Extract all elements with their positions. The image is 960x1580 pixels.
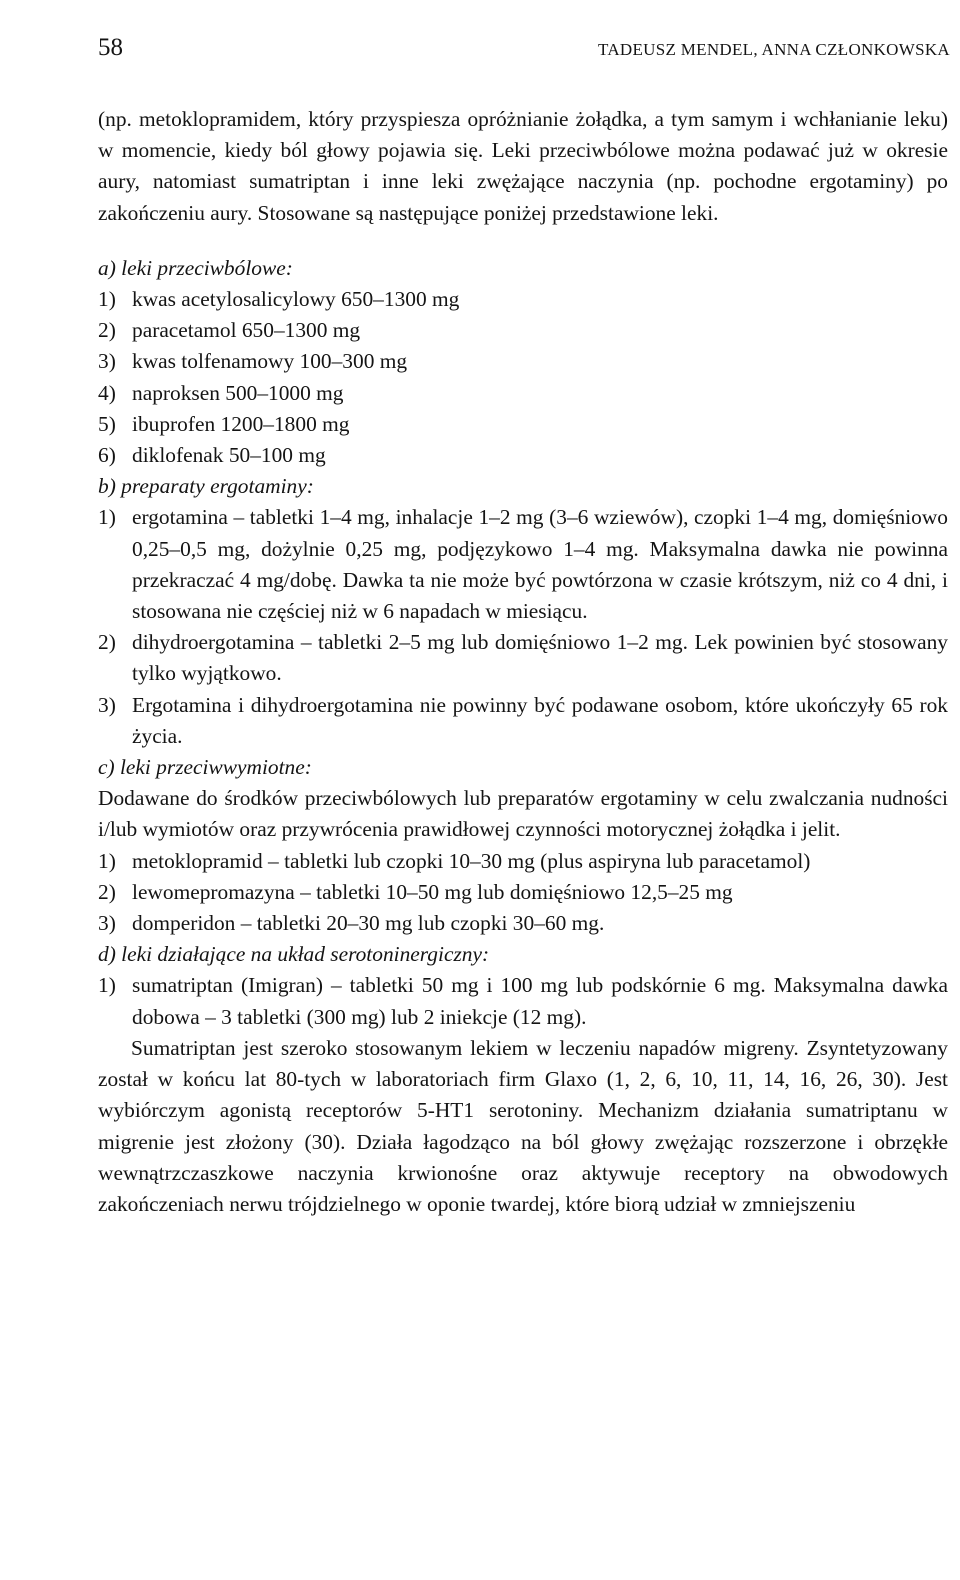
list-item — [98, 908, 948, 939]
page-number: 58 — [98, 34, 123, 61]
section-b-list — [98, 502, 948, 752]
item-text: metoklopramid – tabletki lub czopki 10–30 mg (plus aspiryna lub paracetamol) — [132, 848, 811, 873]
list-item — [98, 284, 948, 315]
item-number: 1) — [98, 973, 116, 998]
item-number: 6) — [98, 443, 116, 468]
section-a-list — [98, 284, 948, 471]
item-text: naproksen 500–1000 mg — [132, 380, 344, 405]
section-d-heading: d) leki działające na układ serotoninergiczny: — [98, 942, 490, 967]
list-item — [98, 690, 948, 752]
item-number: 2) — [98, 630, 116, 655]
list-item — [98, 970, 948, 1032]
list-item — [98, 315, 948, 346]
intro-paragraph: (np. metoklopramidem, który przyspiesza opróżnianie żołądka, a tym samym i wchłanianie leku) w momencie, kiedy ból głowy pojawia się. Leki przeciwbólowe można podawać już w okresie aury, natomiast sumatriptan i inne leki zwężające naczynia (np. pochodne ergotaminy) po zakończeniu aury. Stosowane są następujące poniżej przedstawione leki. — [98, 107, 948, 225]
list-item — [98, 440, 948, 471]
list-item — [98, 502, 948, 627]
list-item — [98, 378, 948, 409]
item-text: kwas acetylosalicylowy 650–1300 mg — [132, 287, 460, 312]
item-number: 1) — [98, 287, 116, 312]
item-text: sumatriptan (Imigran) – tabletki 50 mg i 100 mg lub podskórnie 6 mg. Maksymalna dawka dobowa – 3 tabletki (300 mg) lub 2 iniekcje (12 mg). — [132, 973, 948, 1029]
item-number: 1) — [98, 848, 116, 873]
item-number: 5) — [98, 411, 116, 436]
list-item — [98, 409, 948, 440]
list-item — [98, 877, 948, 908]
item-text: diklofenak 50–100 mg — [132, 443, 326, 468]
section-b-heading: b) preparaty ergotaminy: — [98, 474, 314, 499]
page-body — [98, 104, 948, 1220]
item-text: domperidon – tabletki 20–30 mg lub czopki 30–60 mg. — [132, 911, 605, 936]
item-number: 1) — [98, 505, 116, 530]
list-item — [98, 846, 948, 877]
section-d-paragraph: Sumatriptan jest szeroko stosowanym lekiem w leczeniu napadów migreny. Zsyntetyzowany został w końcu lat 80-tych w laboratoriach firm Glaxo (1, 2, 6, 10, 11, 14, 16, 26, 30). Jest wybiórczym agonistą receptorów 5-HT1 serotoniny. Mechanizm działania sumatriptanu w migrenie jest złożony (30). Działa łagodząco na ból głowy zwężając rozszerzone i obrzękłe wewnątrzczaszkowe naczynia krwionośne oraz aktywuje receptory na obwodowych zakończeniach nerwu trójdzielnego w oponie twardej, które biorą udział w zmniejszeniu — [98, 1035, 948, 1216]
section-c-list — [98, 846, 948, 940]
running-head: TADEUSZ MENDEL, ANNA CZŁONKOWSKA — [598, 40, 950, 59]
item-number: 2) — [98, 318, 116, 343]
item-text: Ergotamina i dihydroergotamina nie powinny być podawane osobom, które ukończyły 65 rok życia. — [132, 692, 948, 748]
list-item — [98, 627, 948, 689]
item-number: 3) — [98, 692, 116, 717]
item-number: 3) — [98, 349, 116, 374]
item-text: dihydroergotamina – tabletki 2–5 mg lub domięśniowo 1–2 mg. Lek powinien być stosowany tylko wyjątkowo. — [132, 630, 948, 686]
item-text: paracetamol 650–1300 mg — [132, 318, 361, 343]
section-c-heading: c) leki przeciwwymiotne: — [98, 755, 312, 780]
list-item — [98, 346, 948, 377]
item-number: 4) — [98, 380, 116, 405]
item-text: ergotamina – tabletki 1–4 mg, inhalacje 1–2 mg (3–6 wziewów), czopki 1–4 mg, domięśniowo 0,25–0,5 mg, dożylnie 0,25 mg, podjęzykowo 1–4 mg. Maksymalna dawka nie powinna przekraczać 4 mg/dobę. Dawka ta nie może być powtórzona w czasie krótszym, niż co 4 dni, i stosowana nie częściej niż w 6 napadach w miesiącu. — [132, 505, 948, 624]
item-number: 2) — [98, 879, 116, 904]
item-text: kwas tolfenamowy 100–300 mg — [132, 349, 408, 374]
section-d-list — [98, 970, 948, 1032]
section-a-heading: a) leki przeciwbólowe: — [98, 255, 293, 280]
item-number: 3) — [98, 911, 116, 936]
item-text: lewomepromazyna – tabletki 10–50 mg lub domięśniowo 12,5–25 mg — [132, 879, 733, 904]
section-c-paragraph: Dodawane do środków przeciwbólowych lub preparatów ergotaminy w celu zwalczania nudności i/lub wymiotów oraz przywrócenia prawidłowej czynności motorycznej żołądka i jelit. — [98, 786, 948, 842]
item-text: ibuprofen 1200–1800 mg — [132, 411, 350, 436]
page-header — [98, 34, 950, 70]
